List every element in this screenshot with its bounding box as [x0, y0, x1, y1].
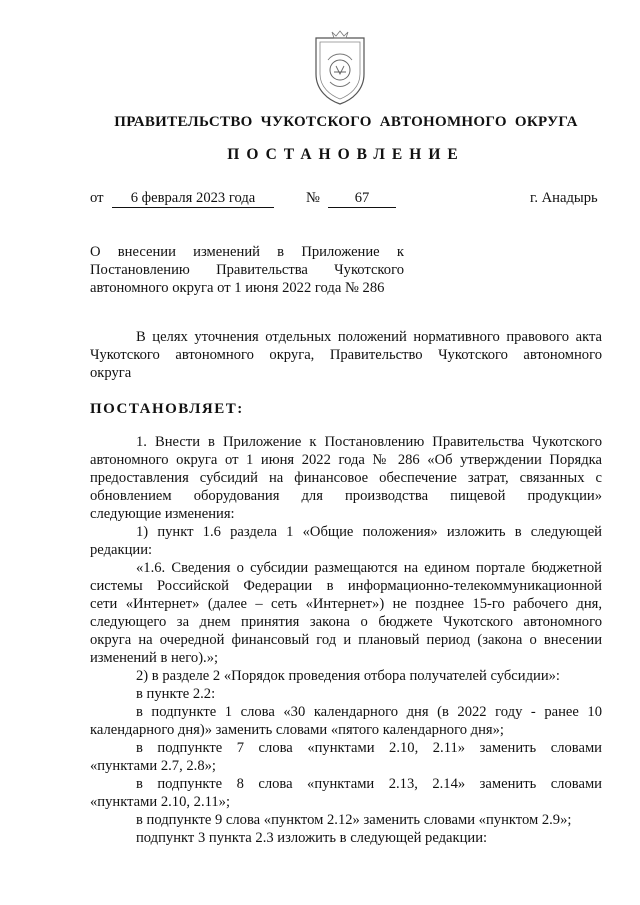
body-line: 1. Внести в Приложение к Постановлению Правительства Чукотского: [136, 434, 602, 450]
document-city: г. Анадырь: [530, 190, 598, 206]
body-line: 1) пункт 1.6 раздела 1 «Общие положения» изложить в следующей: [136, 524, 602, 540]
body-line: обновлением оборудования для производства пищевой продукции»: [90, 488, 602, 504]
document-body: [90, 433, 602, 847]
body-line: в подпункте 9 слова «пунктом 2.12» заменить словами «пунктом 2.9»;: [136, 812, 572, 828]
body-line: системы Российской Федерации в информационно-телекоммуникационной: [90, 578, 602, 594]
document-type: ПОСТАНОВЛЕНИЕ: [227, 146, 465, 163]
body-line: в подпункте 1 слова «30 календарного дня (в 2022 году - ранее 10: [136, 704, 602, 720]
coat-of-arms-emblem: [306, 30, 374, 108]
body-line: 2) в разделе 2 «Порядок проведения отбора получателей субсидии»:: [136, 668, 560, 684]
preamble-line: Чукотского автономного округа, Правительство Чукотского автономного: [90, 347, 602, 363]
government-title: ПРАВИТЕЛЬСТВО ЧУКОТСКОГО АВТОНОМНОГО ОКРУГА: [114, 114, 578, 130]
body-line: изменений в него).»;: [90, 650, 219, 666]
preamble-line: В целях уточнения отдельных положений нормативного правового акта: [136, 329, 602, 345]
preamble-line: округа: [90, 365, 132, 381]
subject-line: автономного округа от 1 июня 2022 года № 286: [90, 280, 385, 296]
body-line: «пунктами 2.7, 2.8»;: [90, 758, 216, 774]
body-line: автономного округа от 1 июня 2022 года № 286 «Об утверждении Порядка: [90, 452, 602, 468]
decree-word: ПОСТАНОВЛЯЕТ:: [90, 401, 244, 417]
body-line: подпункт 3 пункта 2.3 изложить в следующей редакции:: [136, 830, 488, 846]
document-date: 6 февраля 2023 года: [112, 190, 274, 208]
body-line: «пунктами 2.10, 2.11»;: [90, 794, 231, 810]
number-label: №: [306, 190, 320, 206]
body-line: следующего за днем принятия закона о бюджете Чукотского автономного: [90, 614, 602, 630]
body-line: в подпункте 8 слова «пунктами 2.13, 2.14» заменить словами: [136, 776, 602, 792]
body-line: сети «Интернет» (далее – сеть «Интернет») не позднее 15-го рабочего дня,: [90, 596, 602, 612]
document-number: 67: [328, 190, 396, 208]
body-line: предоставления субсидий на финансовое обеспечение затрат, связанных с: [90, 470, 602, 486]
body-line: следующие изменения:: [90, 506, 235, 522]
body-line: «1.6. Сведения о субсидии размещаются на едином портале бюджетной: [136, 560, 602, 576]
body-line: округа на очередной финансовый год и плановый период (закона о внесении: [90, 632, 602, 648]
body-line: в подпункте 7 слова «пунктами 2.10, 2.11» заменить словами: [136, 740, 602, 756]
body-line: календарного дня)» заменить словами «пятого календарного дня»;: [90, 722, 504, 738]
body-line: в пункте 2.2:: [136, 686, 216, 702]
document-subject: [90, 243, 404, 297]
preamble: [90, 328, 602, 382]
body-line: редакции:: [90, 542, 153, 558]
subject-line: Постановлению Правительства Чукотского: [90, 262, 404, 278]
subject-line: О внесении изменений в Приложение к: [90, 244, 404, 260]
from-label: от: [90, 190, 104, 206]
